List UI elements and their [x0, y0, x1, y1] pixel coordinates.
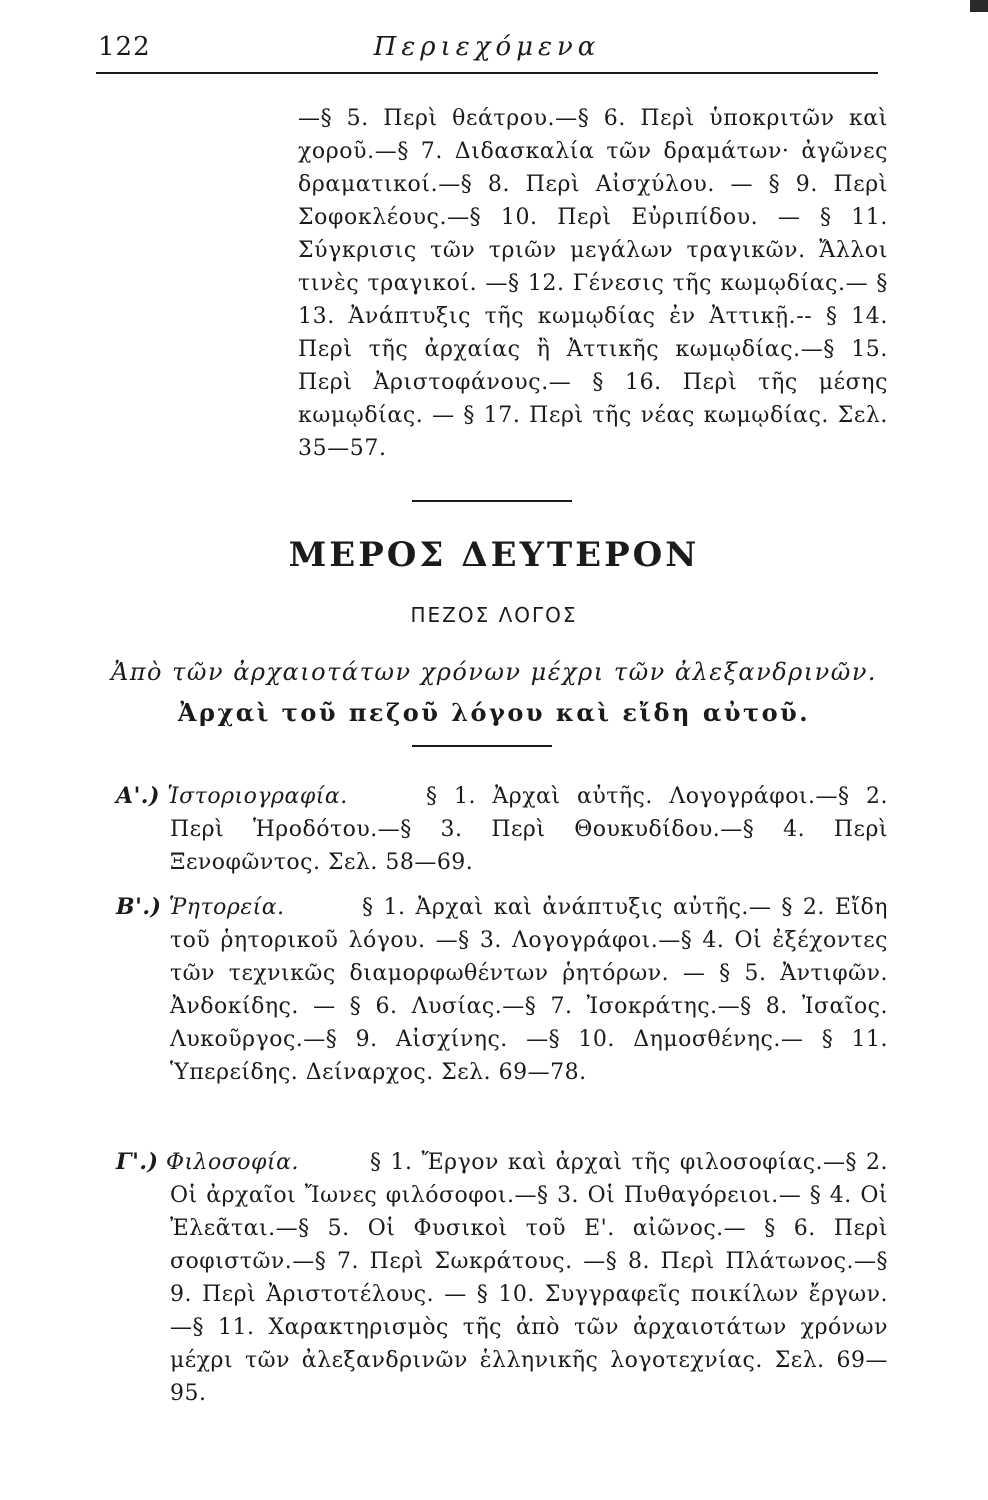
- section-head: [116, 780, 348, 813]
- page-number: 122: [98, 32, 151, 62]
- part-subtitle: ΠΕΖΟΣ ΛΟΓΟΣ: [410, 603, 578, 627]
- period-heading: Ἀπὸ τῶν ἀρχαιοτάτων χρόνων μέχρι τῶν ἀλεξανδρινῶν.: [110, 658, 878, 686]
- running-title: Περιεχόμενα: [373, 32, 601, 62]
- section-marker: Γ'.): [116, 1149, 159, 1175]
- page-header: [96, 30, 878, 70]
- section-text: § 1. Ἔργον καὶ ἀρχαὶ τῆς φιλοσοφίας.—§ 2. Οἱ ἀρχαῖοι Ἴωνες φιλόσοφοι.—§ 3. Οἱ Πυθαγόρειοι.— § 4. Οἱ Ἐλεᾶται.—§ 5. Οἱ Φυσικοὶ τοῦ Ε'. αἰῶνος.— § 6. Περὶ σοφιστῶν.—§ 7. Περὶ Σωκράτους. —§ 8. Περὶ Πλάτωνος.—§ 9. Περὶ Ἀριστοτέλους. — § 10. Συγγραφεῖς ποικίλων ἔργων.—§ 11. Χαρακτηρισμὸς τῆς ἀπὸ τῶν ἀρχαιοτάτων χρόνων μέχρι τῶν ἀλεξανδρινῶν ἑλληνικῆς λογοτεχνίας. Σελ. 69—95.: [170, 1150, 888, 1406]
- part-title: ΜΕΡΟΣ ΔΕΥΤΕΡΟΝ: [288, 535, 700, 575]
- section-title: Ἱστοριογραφία.: [167, 784, 348, 809]
- origins-heading: Ἀρχαὶ τοῦ πεζοῦ λόγου καὶ εἴδη αὐτοῦ.: [177, 698, 811, 727]
- previous-section-text: —§ 5. Περὶ θεάτρου.—§ 6. Περὶ ὑποκριτῶν καὶ χοροῦ.—§ 7. Διδασκαλία τῶν δραμάτων· ἀγῶνες δραματικοί.—§ 8. Περὶ Αἰσχύλου. — § 9. Περὶ Σοφοκλέους.—§ 10. Περὶ Εὐριπίδου. — § 11. Σύγκρισις τῶν τριῶν μεγάλων τραγικῶν. Ἄλλοι τινὲς τραγικοί. —§ 12. Γένεσις τῆς κωμῳδίας.— § 13. Ἀνάπτυξις τῆς κωμῳδίας ἐν Ἀττικῇ.-- § 14. Περὶ τῆς ἀρχαίας ἢ Ἀττικῆς κωμῳδίας.—§ 15. Περὶ Ἀριστοφάνους.— § 16. Περὶ τῆς μέσης κωμῳδίας. — § 17. Περὶ τῆς νέας κωμῳδίας. Σελ. 35—57.: [298, 106, 888, 461]
- section-title: Ῥητορεία.: [168, 895, 285, 920]
- header-rule: [96, 72, 878, 74]
- section-title: Φιλοσοφία.: [165, 1150, 299, 1175]
- section-head: [116, 1146, 299, 1179]
- section-philosophy: [116, 1146, 888, 1410]
- section-historiography: [116, 780, 888, 879]
- page-edge-shadow: [970, 0, 988, 12]
- heading-divider: [412, 745, 552, 747]
- section-head: [116, 891, 285, 924]
- section-rhetoric: [116, 891, 888, 1089]
- section-text: § 1. Ἀρχαὶ αὐτῆς. Λογογράφοι.—§ 2. Περὶ Ἡροδότου.—§ 3. Περὶ Θουκυδίδου.—§ 4. Περὶ Ξενοφῶντος. Σελ. 58—69.: [170, 784, 888, 875]
- section-marker: Β'.): [116, 894, 162, 920]
- section-marker: Α'.): [116, 783, 160, 809]
- previous-section-continuation: [298, 102, 888, 465]
- section-divider: [412, 500, 572, 502]
- section-text: § 1. Ἀρχαὶ καὶ ἀνάπτυξις αὐτῆς.— § 2. Εἴδη τοῦ ῥητορικοῦ λόγου. —§ 3. Λογογράφοι.—§ 4. Οἱ ἐξέχοντες τῶν τεχνικῶς διαμορφωθέντων ῥητόρων. — § 5. Ἀντιφῶν. Ἀνδοκίδης. — § 6. Λυσίας.—§ 7. Ἰσοκράτης.—§ 8. Ἰσαῖος. Λυκοῦργος.—§ 9. Αἰσχίνης. —§ 10. Δημοσθένης.— § 11. Ὑπερείδης. Δείναρχος. Σελ. 69—78.: [170, 895, 888, 1085]
